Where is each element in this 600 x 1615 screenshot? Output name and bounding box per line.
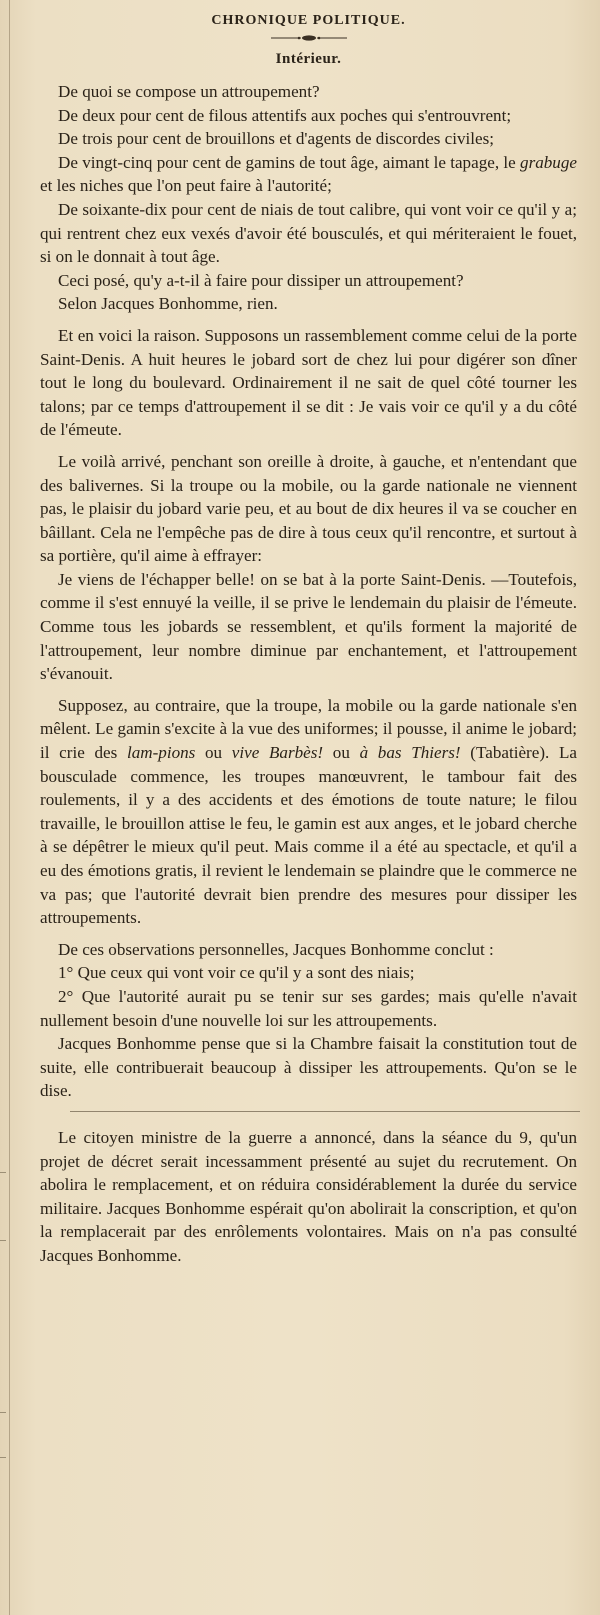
list-item: 1° Que ceux qui vont voir ce qu'il y a sont des niais; [58,963,415,983]
paragraph: Je viens de l'échapper belle! on se bat à la porte Saint-Denis. —Toutefois, comme il s'est ennuyé la veille, il se prive le lendemain du plaisir de l'émeute. Comme tous les jobards se ressemblent, et qu'ils forment la majorité de l'attroupement, leur nombre diminue par enchantement, et l'attroupement s'évanouit. [40,569,577,684]
article-separator [70,1111,580,1112]
edge-mark [0,1172,6,1173]
edge-mark [0,1412,6,1413]
paragraph: Jacques Bonhomme pense que si la Chambre faisait la constitution tout de suite, elle contribuerait beaucoup à dissiper les attroupements. Qu'on se le dise. [40,1034,577,1101]
article-column [40,6,577,1268]
italic-term: lam-pions [126,743,196,763]
paragraph: De ces observations personnelles, Jacques Bonhomme conclut : [58,939,494,959]
section-title: CHRONIQUE POLITIQUE. [211,13,406,28]
paragraph: Et en voici la raison. Supposons un rassemblement comme celui de la porte Saint-Denis. A huit heures le jobard sort de chez lui pour digérer son dîner tout le long du boulevard. Ordinairement il ne sait de quel côté tourner les talons; par ce temps d'attroupement il se dit : Je vais voir ce qu'il y a du côté de l'émeute. [40,325,577,440]
paragraph: De trois pour cent de brouillons et d'agents de discordes civiles; [58,129,495,149]
list-item: 2° Que l'autorité aurait pu se tenir sur ses gardes; mais qu'elle n'avait nullement besoin d'une nouvelle loi sur les attroupements. [40,986,577,1030]
paragraph: De quoi se compose un attroupement? [58,82,320,101]
paragraph: De vingt-cinq pour cent de gamins de tout âge, aimant le tapage, le grabuge et les niches que l'on peut faire à l'autorité; [40,152,577,196]
paragraph: Supposez, au contraire, que la troupe, la mobile ou la garde nationale s'en mêlent. Le gamin s'excite à la vue des uniformes; il pousse, il anime le jobard; il crie des lam-pions ou vive Barbès! ou à bas Thiers! (Tabatière). La bousculade commence, les troupes manœuvrent, le tambour fait des roulements, il y a des accidents et des émotions de toute nature; le filou travaille, le brouillon attise le feu, le gamin est aux anges, et le jobard cherche à se dépêtrer le mieux qu'il peut. Mais comme il a été au spectacle, et qu'il a eu des émotions gratis, il revient le lendemain se plaindre que le commerce ne va pas; que l'autorité devrait bien prendre des mesures pour dissiper les attroupements. [40,695,578,928]
edge-mark [0,1457,6,1458]
italic-term: vive Barbès! [231,743,324,763]
ornament-divider [269,34,349,42]
subsection-title: Intérieur. [275,51,342,67]
paragraph: Ceci posé, qu'y a-t-il à faire pour dissiper un attroupement? [58,270,464,290]
edge-mark [0,1240,6,1241]
column-rule [9,0,10,1615]
paragraph: Le voilà arrivé, penchant son oreille à droite, à gauche, et n'entendant que des balivernes. Si la troupe ou la mobile, ou la garde nationale ne viennent pas, le plaisir du jobard varie peu, et au bout de dix heures il va se coucher en bâillant. Cela ne l'empêche pas de dire à tous ceux qu'il rencontre, et surtout à sa portière, qu'il aime à effrayer: [40,451,577,566]
paragraph: Selon Jacques Bonhomme, rien. [58,294,278,314]
italic-term: grabuge [520,152,577,172]
paragraph: Le citoyen ministre de la guerre a annoncé, dans la séance du 9, qu'un projet de décret serait incessamment présenté au sujet du recrutement. On abolira le remplacement, et on réduira considérablement la durée du service militaire. Jacques Bonhomme espérait qu'on abolirait la conscription, et qu'on la remplacerait par des enrôlements volontaires. Mais on n'a pas consulté Jacques Bonhomme. [40,1127,577,1265]
italic-term: à bas Thiers! [359,743,461,763]
paragraph: De soixante-dix pour cent de niais de tout calibre, qui vont voir ce qu'il y a; qui rentrent chez eux vexés d'avoir été bousculés, et qui mériteraient le fouet, si on le donnait à tout âge. [40,199,577,267]
paragraph: De deux pour cent de filous attentifs aux poches qui s'entrouvrent; [58,105,512,125]
